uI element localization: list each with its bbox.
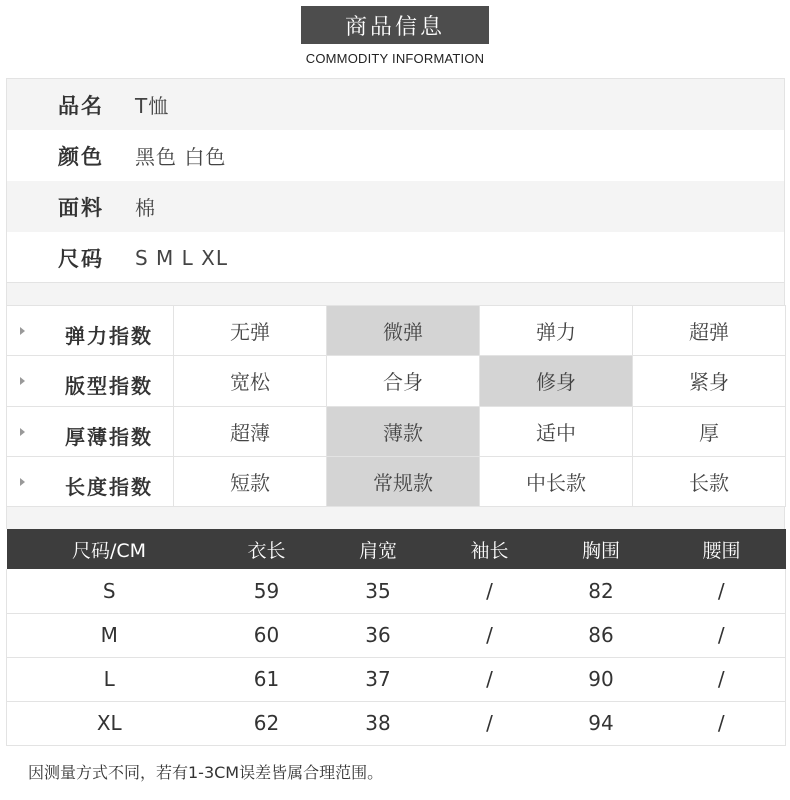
index-label-cell: [7, 356, 174, 406]
size-cell: /: [435, 569, 545, 613]
index-option: 中长款: [480, 456, 633, 506]
size-cell: /: [658, 569, 786, 613]
size-cell: /: [435, 701, 545, 745]
size-cell: XL: [7, 701, 212, 745]
size-cell: /: [658, 657, 786, 701]
index-option: 短款: [174, 456, 327, 506]
size-column-header: 衣长: [212, 529, 322, 569]
info-label: 尺码: [58, 246, 104, 271]
index-row: [7, 306, 786, 356]
index-label-cell: [7, 456, 174, 506]
info-row-fabric: [7, 181, 784, 232]
index-option: 超薄: [174, 406, 327, 456]
triangle-bullet-icon: [20, 327, 25, 335]
size-column-header: 腰围: [658, 529, 786, 569]
index-option: 长款: [633, 456, 786, 506]
info-row-color: [7, 130, 784, 181]
size-row: [7, 657, 786, 701]
index-label: 弹力指数: [65, 324, 153, 348]
info-label: 面料: [58, 195, 104, 220]
index-table: [6, 305, 786, 507]
size-cell: 38: [322, 701, 435, 745]
info-value: 黑色 白色: [135, 145, 227, 169]
size-column-header: 肩宽: [322, 529, 435, 569]
triangle-bullet-icon: [20, 428, 25, 436]
size-cell: 59: [212, 569, 322, 613]
size-cell: 82: [545, 569, 658, 613]
measurement-note: 因测量方式不同，若有1-3CM误差皆属合理范围。: [28, 763, 384, 782]
size-column-header: 袖长: [435, 529, 545, 569]
info-value: T恤: [135, 94, 170, 118]
size-cell: /: [658, 613, 786, 657]
size-cell: 62: [212, 701, 322, 745]
divider-band: [6, 283, 785, 305]
size-cell: 35: [322, 569, 435, 613]
index-option: 超弹: [633, 306, 786, 356]
index-label: 厚薄指数: [65, 424, 153, 449]
size-table-header: [7, 529, 786, 569]
index-row: [7, 456, 786, 506]
index-label: 版型指数: [65, 374, 153, 399]
size-cell: 60: [212, 613, 322, 657]
index-label-cell: [7, 406, 174, 456]
index-option: 紧身: [633, 356, 786, 406]
index-row: [7, 356, 786, 406]
size-cell: 90: [545, 657, 658, 701]
index-option: 合身: [327, 356, 480, 406]
size-cell: /: [435, 613, 545, 657]
section-title: 商品信息: [301, 6, 489, 44]
size-cell: 61: [212, 657, 322, 701]
divider-band: [6, 507, 785, 529]
size-cell: L: [7, 657, 212, 701]
size-cell: M: [7, 613, 212, 657]
size-row: [7, 569, 786, 613]
size-cell: S: [7, 569, 212, 613]
size-column-header: 尺码/CM: [7, 529, 212, 569]
size-cell: 37: [322, 657, 435, 701]
size-cell: /: [658, 701, 786, 745]
size-cell: /: [435, 657, 545, 701]
section-subtitle: COMMODITY INFORMATION: [305, 51, 485, 66]
index-option: 修身: [480, 356, 633, 406]
index-option: 无弹: [174, 306, 327, 356]
triangle-bullet-icon: [20, 478, 25, 486]
triangle-bullet-icon: [20, 377, 25, 385]
info-value: 棉: [135, 196, 156, 220]
index-option: 常规款: [327, 456, 480, 506]
size-column-header: 胸围: [545, 529, 658, 569]
size-row: [7, 701, 786, 745]
index-option: 宽松: [174, 356, 327, 406]
index-label-cell: [7, 306, 174, 356]
index-option: 厚: [633, 406, 786, 456]
size-row: [7, 613, 786, 657]
info-label: 颜色: [58, 144, 104, 169]
index-option: 适中: [480, 406, 633, 456]
index-option: 薄款: [327, 406, 480, 456]
size-cell: 86: [545, 613, 658, 657]
index-option: 弹力: [480, 306, 633, 356]
size-cell: 36: [322, 613, 435, 657]
index-option: 微弹: [327, 306, 480, 356]
info-label: 品名: [58, 93, 104, 118]
product-info-box: [6, 78, 785, 283]
index-label: 长度指数: [65, 474, 153, 499]
size-cell: 94: [545, 701, 658, 745]
info-row-size: [7, 232, 784, 283]
index-row: [7, 406, 786, 456]
info-row-name: [7, 79, 784, 130]
info-value: S M L XL: [135, 245, 229, 270]
size-chart-table: [6, 529, 786, 746]
